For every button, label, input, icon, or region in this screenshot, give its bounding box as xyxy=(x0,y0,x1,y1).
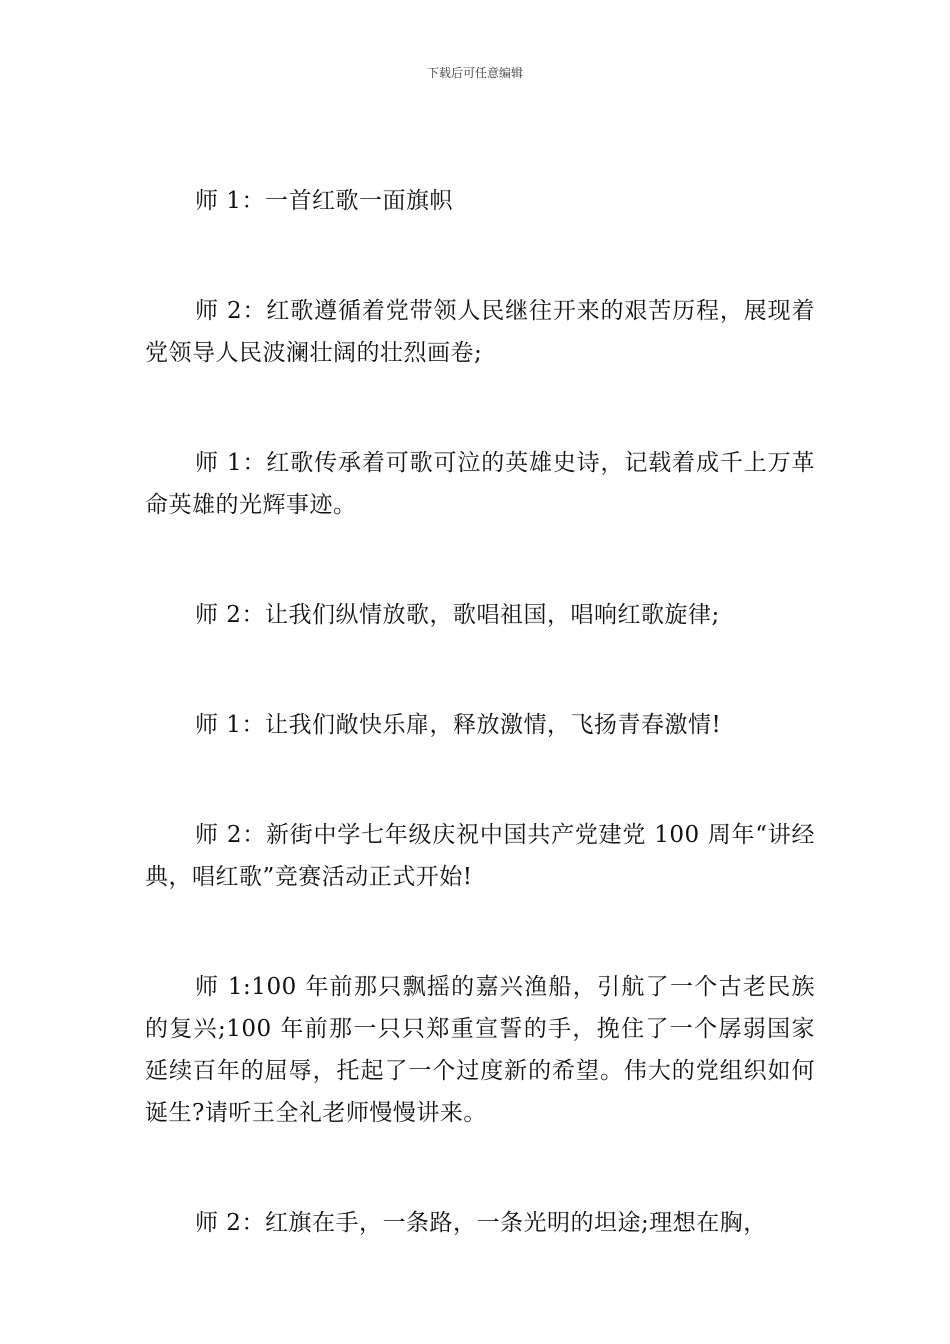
paragraph-5: 师 1：让我们敞快乐扉，释放激情，飞扬青春激情! xyxy=(195,712,722,738)
page-header: 下载后可任意编辑 xyxy=(426,66,523,80)
paragraph-3: 师 1：红歌传承着可歌可泣的英雄史诗，记载着成千上万革命英雄的光辉事迹。 xyxy=(145,450,815,518)
paragraph-2: 师 2：红歌遵循着党带领人民继往开来的艰苦历程，展现着党领导人民波澜壮阔的壮烈画卷; xyxy=(145,298,815,366)
paragraph-4: 师 2：让我们纵情放歌，歌唱祖国，唱响红歌旋律; xyxy=(195,602,720,628)
paragraph-6: 师 2：新街中学七年级庆祝中国共产党建党 100 周年“讲经典，唱红歌”竞赛活动正式开始! xyxy=(145,822,815,890)
paragraph-7: 师 1:100 年前那只飘摇的嘉兴渔船，引航了一个古老民族的复兴;100 年前那一只只郑重宣誓的手，挽住了一个孱弱国家延续百年的屈辱，托起了一个过度新的希望。伟大的党组织如何诞生?请听王全礼老师慢慢讲来。 xyxy=(145,974,815,1126)
paragraph-1: 师 1：一首红歌一面旗帜 xyxy=(195,188,453,214)
paragraph-8: 师 2：红旗在手，一条路，一条光明的坦途;理想在胸， xyxy=(195,1210,767,1236)
document-body xyxy=(145,180,815,1244)
